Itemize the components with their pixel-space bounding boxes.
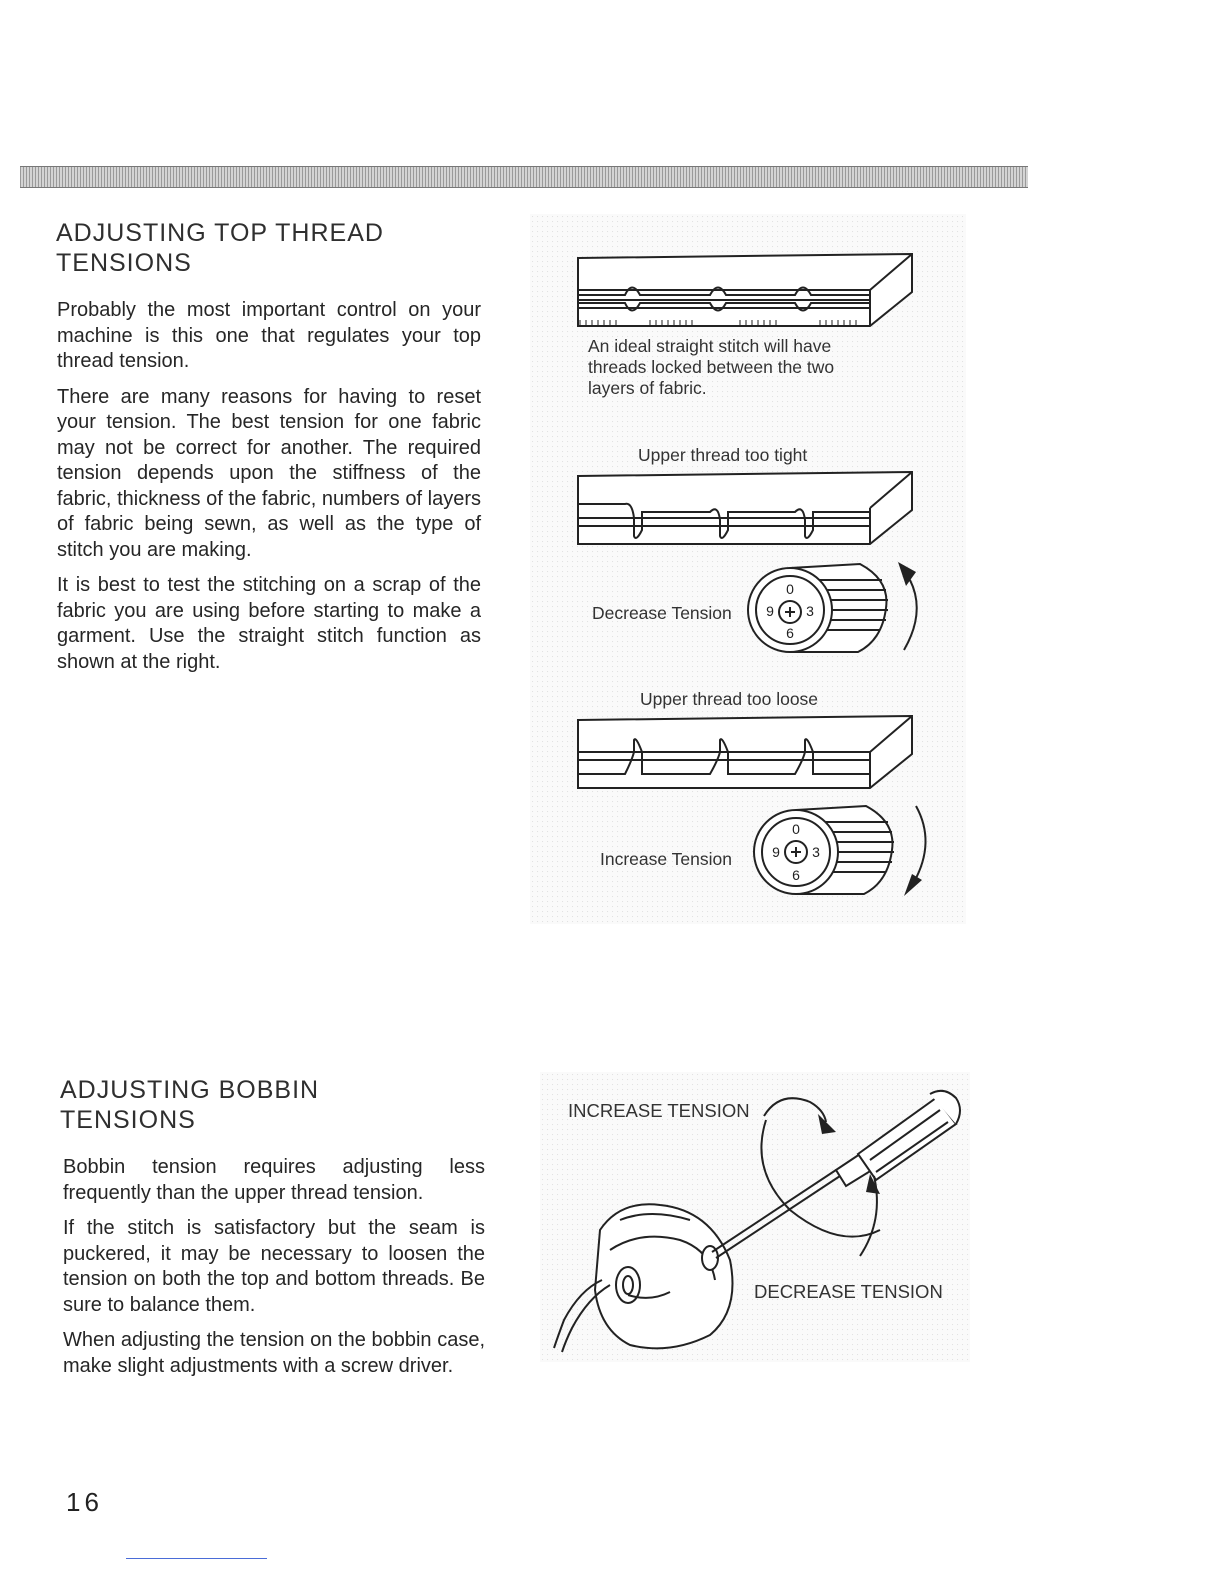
increase-tension-label: Increase Tension: [600, 849, 732, 869]
heading-line-1: ADJUSTING BOBBIN: [60, 1076, 320, 1104]
dial-number: 9: [766, 603, 774, 619]
paragraph: It is best to test the stitching on a scrap of the fabric you are using before starting to make a garment. Use the straight stitch function as shown at the right.: [57, 574, 481, 673]
dial-number: 6: [786, 625, 794, 641]
bobbin-decrease-label: DECREASE TENSION: [754, 1281, 943, 1302]
top-thread-heading: [56, 218, 384, 278]
heading-line-2: TENSIONS: [56, 249, 192, 277]
paragraph: Probably the most important control on your machine is this one that regulates your top thread tension.: [57, 299, 481, 372]
paragraph: There are many reasons for having to reset your tension. The best tension for one fabric may not be correct for another. The required tension depends upon the stiffness of the fabric, thickness of the fabric, numbers of layers of fabric being sewn, as well as the type of stitch you are making.: [57, 385, 481, 561]
dial-number: 3: [806, 603, 814, 619]
header-rule-band: [20, 166, 1028, 188]
heading-line-1: ADJUSTING TOP THREAD: [56, 219, 384, 247]
paragraph: If the stitch is satisfactory but the seam is puckered, it may be necessary to loosen the tension on both the top and bottom threads. Be sure to balance them.: [63, 1217, 485, 1316]
too-loose-label: Upper thread too loose: [640, 689, 819, 709]
bobbin-increase-label: INCREASE TENSION: [568, 1100, 750, 1121]
decrease-tension-dial: [750, 560, 930, 660]
dial-number: 0: [786, 581, 794, 597]
bobbin-case-illustration: [540, 1080, 970, 1360]
paragraph: When adjusting the tension on the bobbin case, make slight adjustments with a screw driver.: [63, 1329, 485, 1377]
increase-tension-dial: [756, 802, 936, 902]
too-tight-label: Upper thread too tight: [638, 445, 808, 465]
dial-number: 9: [772, 844, 780, 860]
heading-line-2: TENSIONS: [60, 1106, 196, 1134]
top-thread-body: [57, 298, 481, 685]
footer-link-underline: [126, 1558, 267, 1559]
ideal-stitch-caption: [588, 336, 834, 399]
dial-number: 0: [792, 821, 800, 837]
caption-line: layers of fabric.: [588, 378, 707, 398]
page-number: 16: [66, 1487, 103, 1517]
decrease-tension-label: Decrease Tension: [592, 603, 732, 623]
too-loose-stitch-diagram: [570, 712, 920, 792]
too-tight-stitch-diagram: [570, 468, 920, 548]
ideal-stitch-diagram: [570, 250, 920, 330]
caption-line: An ideal straight stitch will have: [588, 336, 832, 356]
dial-number: 6: [792, 867, 800, 883]
bobbin-heading: [60, 1075, 319, 1135]
paragraph: Bobbin tension requires adjusting less frequently than the upper thread tension.: [63, 1156, 485, 1204]
bobbin-body: [63, 1155, 485, 1389]
caption-line: threads locked between the two: [588, 357, 835, 377]
dial-number: 3: [812, 844, 820, 860]
